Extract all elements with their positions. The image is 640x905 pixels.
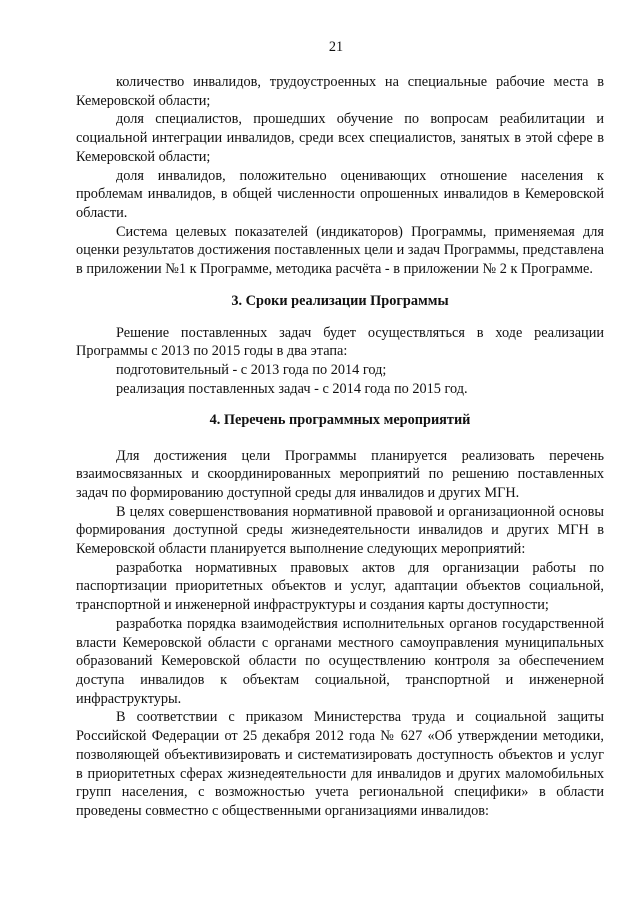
- paragraph: разработка нормативных правовых актов для организации работы по паспортизации приоритетных объектов и услуг, адаптации объектов социальной, транспортной и инженерной инфраструктуры и создания карты доступности;: [76, 559, 604, 614]
- paragraph: подготовительный - с 2013 года по 2014 год;: [116, 362, 387, 379]
- paragraph: Система целевых показателей (индикаторов) Программы, применяемая для оценки результатов достижения поставленных цели и задач Программы, представлена в приложении №1 к Программе, методика расчёта - в приложении № 2 к Программе.: [76, 223, 604, 278]
- paragraph: доля специалистов, прошедших обучение по вопросам реабилитации и социальной интеграции инвалидов, среди всех специалистов, занятых в этой сфере в Кемеровской области;: [76, 111, 604, 165]
- paragraph: Решение поставленных задач будет осуществляться в ходе реализации Программы с 2013 по 2015 годы в два этапа:: [76, 324, 604, 360]
- paragraph: Для достижения цели Программы планируется реализовать перечень взаимосвязанных и скоординированных мероприятий по решению поставленных задач по формированию доступной среды для инвалидов и других МГН.: [76, 447, 604, 501]
- section-title: 4. Перечень программных мероприятий: [209, 411, 471, 428]
- paragraph: В соответствии с приказом Министерства труда и социальной защиты Российской Федерации от 25 декабря 2012 года № 627 «Об утверждении методики, позволяющей объективизировать и систематизировать доступность объектов и услуг в приоритетных сферах жизнедеятельности для инвалидов и других маломобильных групп населения, с возможностью учета региональной специфики» в области проведены совместно с общественными организациями инвалидов:: [76, 709, 604, 819]
- page-number: 21: [328, 39, 344, 55]
- paragraph: реализация поставленных задач - с 2014 года по 2015 год.: [116, 380, 468, 397]
- document-page: [76, 38, 604, 821]
- paragraph: разработка порядка взаимодействия исполнительных органов государственной власти Кемеровской области с органами местного самоуправления муниципальных образований Кемеровской области по осуществлению контроля за обеспечением доступа инвалидов к объектам социальной, транспортной и инженерной инфраструктуры.: [76, 615, 604, 707]
- paragraph: В целях совершенствования нормативной правовой и организационной основы формирования доступной среды жизнедеятельности инвалидов и других МГН в Кемеровской области планируется выполнение следующих мероприятий:: [76, 503, 604, 558]
- section-title: 3. Сроки реализации Программы: [231, 292, 449, 309]
- paragraph: доля инвалидов, положительно оценивающих отношение населения к проблемам инвалидов, в общей численности опрошенных инвалидов в Кемеровской области.: [76, 167, 604, 221]
- paragraph: количество инвалидов, трудоустроенных на специальные рабочие места в Кемеровской области;: [76, 74, 604, 109]
